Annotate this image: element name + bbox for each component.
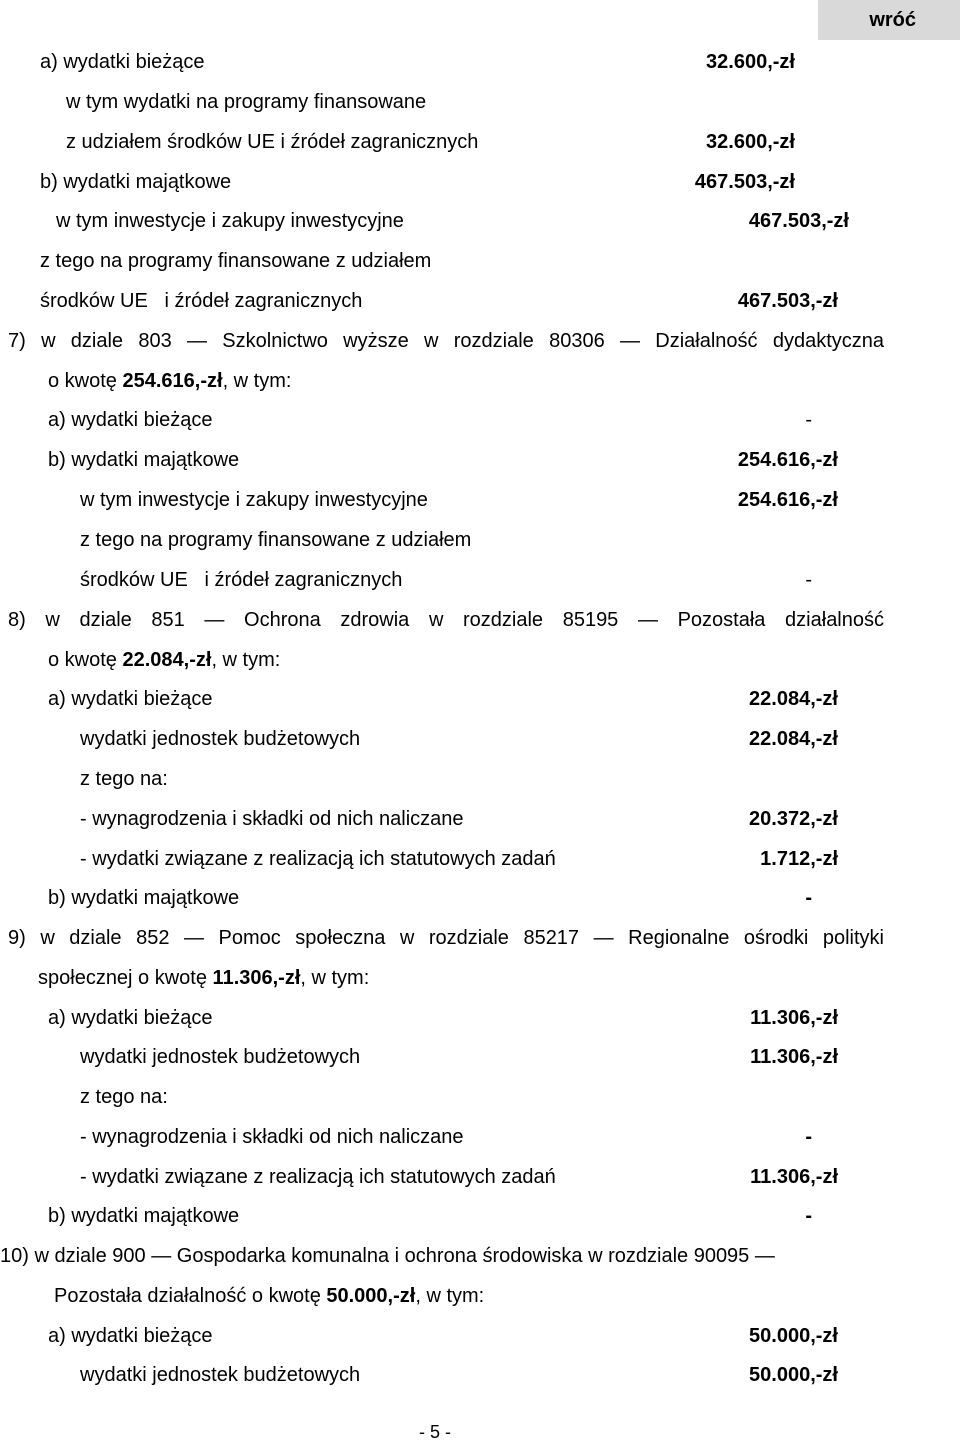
line-value: 11.306,-zł (750, 1166, 838, 1188)
line-label: wydatki jednostek budżetowych (80, 1364, 361, 1386)
section-amount-line: o kwotę 22.084,-zł, w tym: (48, 649, 281, 671)
list-item (0, 201, 940, 241)
section-title: 10) w dziale 900 — Gospodarka komunalna i ochrona środowiska w rozdziale 90095 — (0, 1245, 775, 1267)
section-heading (0, 321, 960, 361)
section-heading (0, 1236, 960, 1276)
line-label: z tego na: (80, 1086, 168, 1108)
section-amount-line: o kwotę 254.616,-zł, w tym: (48, 370, 292, 392)
line-label: - wydatki związane z realizacją ich statutowych zadań (80, 1166, 556, 1188)
section-title: 8) w dziale 851 — Ochrona zdrowia w rozdziale 85195 — Pozostała działalność (8, 609, 884, 631)
back-button[interactable]: wróć (818, 0, 960, 40)
line-label: a) wydatki bieżące (48, 688, 213, 710)
line-label: środków UE i źródeł zagranicznych (80, 569, 403, 591)
list-item (0, 1077, 940, 1117)
list-item (0, 560, 940, 600)
line-label: b) wydatki majątkowe (48, 449, 240, 471)
line-label: w tym inwestycje i zakupy inwestycyjne (56, 210, 404, 232)
list-item (0, 400, 940, 440)
list-item (0, 440, 940, 480)
line-value: 467.503,-zł (737, 290, 838, 312)
line-value: - (805, 1126, 812, 1148)
page-number: - 5 - (418, 1422, 451, 1442)
line-label: b) wydatki majątkowe (48, 1205, 240, 1227)
line-label: z udziałem środków UE i źródeł zagranicznych (66, 131, 479, 153)
list-item (0, 679, 940, 719)
line-label: b) wydatki majątkowe (48, 887, 240, 909)
line-label: - wynagrodzenia i składki od nich naliczane (80, 808, 464, 830)
list-item (0, 520, 940, 560)
list-item (0, 1117, 940, 1157)
line-value: 32.600,-zł (706, 51, 795, 73)
line-label: - wynagrodzenia i składki od nich naliczane (80, 1126, 464, 1148)
line-value: 467.503,-zł (694, 171, 795, 193)
line-value: 32.600,-zł (706, 131, 795, 153)
line-value: 20.372,-zł (749, 808, 838, 830)
list-item (0, 839, 940, 879)
section-title: 9) w dziale 852 — Pomoc społeczna w rozdziale 85217 — Regionalne ośrodki polityki (8, 927, 884, 949)
line-value: 22.084,-zł (749, 728, 838, 750)
section-heading-continued (0, 361, 940, 401)
list-item (0, 799, 940, 839)
line-label: - wydatki związane z realizacją ich statutowych zadań (80, 848, 556, 870)
list-item (0, 1037, 940, 1077)
line-value: - (805, 1205, 812, 1227)
section-amount-line: społecznej o kwotę 11.306,-zł, w tym: (38, 967, 370, 989)
list-item (0, 1316, 940, 1356)
line-value: 254.616,-zł (737, 449, 838, 471)
section-amount-line: Pozostała działalność o kwotę 50.000,-zł, w tym: (54, 1285, 485, 1307)
line-label: a) wydatki bieżące (48, 1007, 213, 1029)
line-label: z tego na programy finansowane z udziałem (80, 529, 472, 551)
list-item (0, 82, 940, 122)
line-label: w tym wydatki na programy finansowane (66, 91, 427, 113)
line-label: z tego na: (80, 768, 168, 790)
section-heading-continued (0, 958, 940, 998)
list-item (0, 162, 940, 202)
line-value: 11.306,-zł (750, 1046, 838, 1068)
section-heading (0, 600, 960, 640)
section-heading-continued (0, 1276, 940, 1316)
section-heading (0, 918, 960, 958)
list-item (0, 719, 940, 759)
line-value: 22.084,-zł (749, 688, 838, 710)
line-label: a) wydatki bieżące (40, 51, 205, 73)
line-value: 50.000,-zł (749, 1364, 838, 1386)
list-item (0, 759, 940, 799)
line-value: - (805, 409, 812, 431)
line-value: 1.712,-zł (760, 848, 838, 870)
line-value: - (805, 569, 812, 591)
list-item (0, 241, 940, 281)
line-label: a) wydatki bieżące (48, 409, 213, 431)
line-value: - (805, 887, 812, 909)
list-item (0, 480, 940, 520)
line-label: wydatki jednostek budżetowych (80, 728, 361, 750)
list-item (0, 1157, 940, 1197)
line-label: b) wydatki majątkowe (40, 171, 232, 193)
line-value: 467.503,-zł (748, 210, 849, 232)
line-value: 50.000,-zł (749, 1325, 838, 1347)
list-item (0, 878, 940, 918)
line-value: 11.306,-zł (750, 1007, 838, 1029)
list-item (0, 998, 940, 1038)
line-label: środków UE i źródeł zagranicznych (40, 290, 363, 312)
list-item (0, 1355, 940, 1395)
list-item (0, 1196, 940, 1236)
section-title: 7) w dziale 803 — Szkolnictwo wyższe w rozdziale 80306 — Działalność dydaktyczna (8, 330, 884, 352)
section-heading-continued (0, 640, 940, 680)
line-value: 254.616,-zł (737, 489, 838, 511)
line-label: a) wydatki bieżące (48, 1325, 213, 1347)
line-label: z tego na programy finansowane z udziałem (40, 250, 432, 272)
list-item (0, 281, 940, 321)
line-label: w tym inwestycje i zakupy inwestycyjne (80, 489, 428, 511)
line-label: wydatki jednostek budżetowych (80, 1046, 361, 1068)
list-item (0, 122, 940, 162)
list-item (0, 42, 940, 82)
